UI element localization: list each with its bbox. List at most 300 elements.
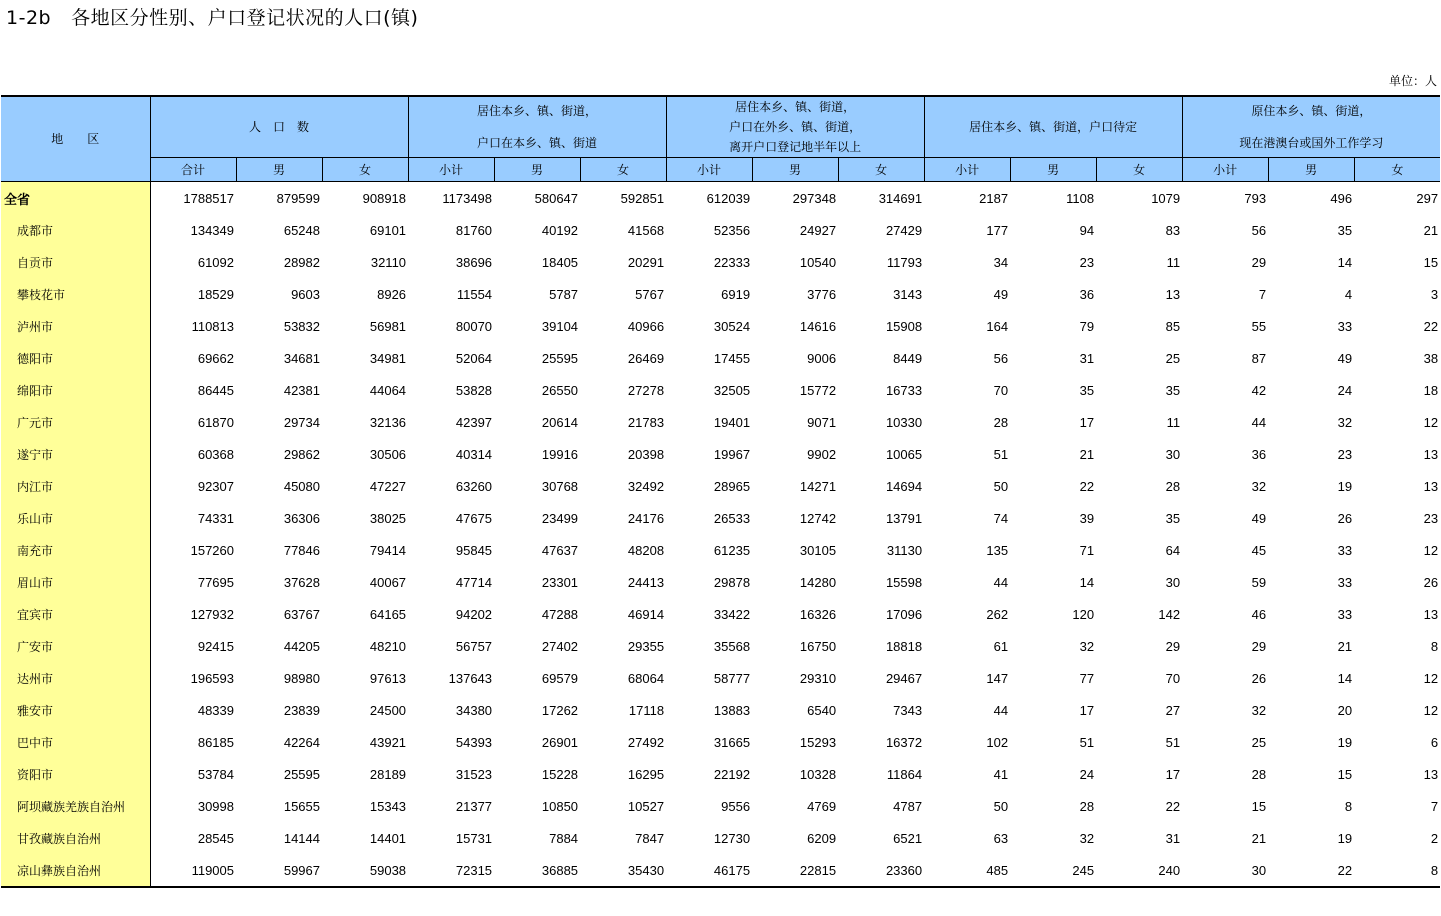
value-cell: 142: [1158, 606, 1181, 622]
value-cell: 69662: [197, 350, 234, 366]
value-cell: 26: [1337, 510, 1353, 526]
value-cell: 35568: [713, 638, 751, 654]
unit-label: 单位：人: [1388, 74, 1437, 88]
value-cell: 157260: [190, 542, 234, 558]
value-cell: 44: [993, 702, 1009, 718]
value-cell: 47714: [455, 574, 493, 590]
value-cell: 23301: [541, 574, 579, 590]
value-cell: 86185: [197, 734, 234, 750]
value-cell: 29467: [885, 670, 923, 686]
value-cell: 47637: [541, 542, 579, 558]
value-cell: 3143: [893, 286, 923, 302]
value-cell: 134349: [190, 222, 234, 238]
table-row: [1, 566, 1440, 598]
value-cell: 80070: [455, 318, 493, 334]
region-cell: 巴中市: [1, 726, 150, 758]
region-cell: 乐山市: [1, 502, 150, 534]
value-cell: 79: [1079, 318, 1095, 334]
value-cell: 42264: [283, 734, 320, 750]
value-cell: 20614: [541, 414, 579, 430]
value-cell: 16372: [885, 734, 923, 750]
value-cell: 245: [1010, 854, 1096, 887]
value-cell: 30768: [541, 478, 579, 494]
value-cell: 92415: [197, 638, 234, 654]
value-cell: 11: [1166, 254, 1181, 270]
group-label-line: 居住本乡、镇、街道，: [477, 104, 598, 118]
value-cell: 11: [1166, 414, 1181, 430]
population-table: [1, 95, 1440, 888]
value-cell: 56981: [369, 318, 407, 334]
header-group-pending-hukou: [924, 96, 1182, 158]
value-cell: 64165: [369, 606, 407, 622]
value-cell: 61092: [197, 254, 234, 270]
value-cell: 68064: [627, 670, 665, 686]
value-cell: 18: [1423, 382, 1439, 398]
value-cell: 37628: [283, 574, 320, 590]
value-cell: 94202: [455, 606, 493, 622]
table-row: [1, 406, 1440, 438]
group-label: 人 口 数: [249, 120, 310, 134]
table-row: [1, 470, 1440, 502]
value-cell: 29862: [283, 446, 320, 462]
value-cell: 15228: [541, 766, 579, 782]
value-cell: 27: [1165, 702, 1181, 718]
value-cell: 314691: [878, 190, 923, 206]
value-cell: 19967: [713, 446, 751, 462]
header-region: 地 区: [1, 96, 150, 182]
value-cell: 26: [1251, 670, 1267, 686]
value-cell: 12: [1423, 702, 1439, 718]
value-cell: 61870: [197, 414, 234, 430]
table-row: [1, 854, 1440, 887]
value-cell: 17262: [541, 702, 579, 718]
value-cell: 17: [1165, 766, 1181, 782]
value-cell: 27402: [541, 638, 579, 654]
region-cell: 广元市: [1, 406, 150, 438]
value-cell: 81760: [455, 222, 493, 238]
group-label-line: 离开户口登记地半年以上: [729, 140, 862, 154]
value-cell: 38696: [455, 254, 493, 270]
value-cell: 18818: [885, 638, 923, 654]
value-cell: 14144: [283, 830, 320, 846]
value-cell: 32: [1079, 638, 1095, 654]
value-cell: 22: [1165, 798, 1181, 814]
value-cell: 85: [1165, 318, 1181, 334]
region-cell: 德阳市: [1, 342, 150, 374]
value-cell: 22815: [752, 854, 838, 887]
group-label-line: 原住本乡、镇、街道，: [1251, 104, 1372, 118]
value-cell: 17096: [885, 606, 923, 622]
value-cell: 119005: [150, 854, 236, 887]
region-cell: 南充市: [1, 534, 150, 566]
value-cell: 40067: [369, 574, 407, 590]
value-cell: 9006: [807, 350, 837, 366]
value-cell: 51: [993, 446, 1009, 462]
region-cell: 阿坝藏族羌族自治州: [1, 790, 150, 822]
value-cell: 44205: [283, 638, 320, 654]
value-cell: 98980: [283, 670, 320, 686]
value-cell: 23360: [838, 854, 924, 887]
value-cell: 42381: [283, 382, 320, 398]
value-cell: 15731: [455, 830, 493, 846]
value-cell: 53784: [197, 766, 234, 782]
region-cell: 全省: [1, 182, 150, 215]
table-row: [1, 694, 1440, 726]
value-cell: 59967: [236, 854, 322, 887]
value-cell: 40192: [541, 222, 579, 238]
value-cell: 69101: [369, 222, 407, 238]
region-cell: 宜宾市: [1, 598, 150, 630]
value-cell: 21783: [627, 414, 665, 430]
value-cell: 30105: [799, 542, 837, 558]
value-cell: 26: [1423, 574, 1439, 590]
value-cell: 15293: [799, 734, 837, 750]
region-cell: 内江市: [1, 470, 150, 502]
sub-header-cell: 男: [752, 158, 838, 182]
sub-header-cell: 男: [1010, 158, 1096, 182]
value-cell: 35: [1165, 382, 1181, 398]
value-cell: 21377: [455, 798, 493, 814]
value-cell: 32: [1251, 478, 1267, 494]
value-cell: 5787: [549, 286, 579, 302]
value-cell: 26901: [541, 734, 579, 750]
value-cell: 8449: [893, 350, 923, 366]
region-cell: 凉山彝族自治州: [1, 854, 150, 887]
value-cell: 612039: [706, 190, 751, 206]
table-header: [1, 96, 1440, 182]
value-cell: 240: [1096, 854, 1182, 887]
value-cell: 70: [1165, 670, 1181, 686]
group-label-line: 现在港澳台或国外工作学习: [1239, 136, 1384, 150]
value-cell: 30: [1182, 854, 1268, 887]
sub-header-cell: 男: [236, 158, 322, 182]
value-cell: 46: [1251, 606, 1267, 622]
value-cell: 13: [1423, 446, 1439, 462]
value-cell: 7: [1430, 798, 1439, 814]
value-cell: 30: [1165, 446, 1181, 462]
value-cell: 8: [1430, 638, 1439, 654]
value-cell: 56: [993, 350, 1009, 366]
value-cell: 22192: [713, 766, 751, 782]
value-cell: 26533: [713, 510, 751, 526]
value-cell: 7: [1258, 286, 1267, 302]
value-cell: 87: [1251, 350, 1267, 366]
table-row: [1, 502, 1440, 534]
value-cell: 53832: [283, 318, 320, 334]
region-cell: 眉山市: [1, 566, 150, 598]
value-cell: 16326: [799, 606, 837, 622]
value-cell: 102: [986, 734, 1009, 750]
table-row: [1, 534, 1440, 566]
value-cell: 29: [1251, 254, 1267, 270]
value-cell: 14: [1337, 254, 1353, 270]
value-cell: 12742: [799, 510, 837, 526]
region-cell: 泸州市: [1, 310, 150, 342]
value-cell: 7343: [893, 702, 923, 718]
value-cell: 32136: [369, 414, 407, 430]
table-row: [1, 438, 1440, 470]
region-cell: 甘孜藏族自治州: [1, 822, 150, 854]
value-cell: 17455: [713, 350, 751, 366]
value-cell: 24: [1337, 382, 1353, 398]
value-cell: 17: [1079, 414, 1095, 430]
value-cell: 31: [1165, 830, 1181, 846]
value-cell: 27429: [885, 222, 923, 238]
value-cell: 77695: [197, 574, 234, 590]
value-cell: 70: [993, 382, 1009, 398]
value-cell: 14694: [885, 478, 923, 494]
value-cell: 19401: [713, 414, 751, 430]
sub-header-cell: 男: [494, 158, 580, 182]
value-cell: 49: [1337, 350, 1353, 366]
value-cell: 7847: [635, 830, 665, 846]
value-cell: 34: [993, 254, 1009, 270]
value-cell: 262: [986, 606, 1009, 622]
value-cell: 196593: [190, 670, 234, 686]
value-cell: 32: [1079, 830, 1095, 846]
value-cell: 1108: [1066, 190, 1095, 206]
value-cell: 63767: [283, 606, 320, 622]
value-cell: 33: [1337, 606, 1353, 622]
value-cell: 56757: [455, 638, 493, 654]
value-cell: 64: [1165, 542, 1181, 558]
value-cell: 25595: [283, 766, 320, 782]
value-cell: 22333: [713, 254, 751, 270]
value-cell: 36306: [283, 510, 320, 526]
value-cell: 29878: [713, 574, 751, 590]
value-cell: 48208: [627, 542, 665, 558]
value-cell: 35: [1079, 382, 1095, 398]
value-cell: 33: [1337, 542, 1353, 558]
value-cell: 31: [1079, 350, 1095, 366]
sub-header-cell: 女: [838, 158, 924, 182]
value-cell: 79414: [369, 542, 407, 558]
table-row: [1, 278, 1440, 310]
region-cell: 广安市: [1, 630, 150, 662]
value-cell: 29355: [627, 638, 665, 654]
value-cell: 127932: [190, 606, 234, 622]
table-row: [1, 790, 1440, 822]
value-cell: 3: [1430, 286, 1439, 302]
table-body: [1, 182, 1440, 888]
value-cell: 8: [1344, 798, 1353, 814]
value-cell: 908918: [362, 190, 407, 206]
value-cell: 23: [1337, 446, 1353, 462]
value-cell: 71: [1079, 542, 1095, 558]
value-cell: 24176: [627, 510, 665, 526]
value-cell: 2187: [979, 190, 1009, 206]
value-cell: 22: [1268, 854, 1354, 887]
value-cell: 10540: [799, 254, 837, 270]
value-cell: 177: [986, 222, 1009, 238]
value-cell: 51: [1165, 734, 1181, 750]
group-label-line: 户口在本乡、镇、街道: [477, 136, 598, 150]
value-cell: 61235: [713, 542, 751, 558]
value-cell: 43921: [369, 734, 407, 750]
value-cell: 14271: [799, 478, 837, 494]
value-cell: 29734: [283, 414, 320, 430]
value-cell: 12: [1423, 542, 1439, 558]
group-label-line: 户口在外乡、镇、街道，: [729, 120, 862, 134]
value-cell: 297: [1416, 190, 1439, 206]
group-label-line: 居住本乡、镇、街道，: [735, 100, 856, 114]
value-cell: 14401: [369, 830, 407, 846]
sub-header-cell: 女: [1096, 158, 1182, 182]
value-cell: 32: [1251, 702, 1267, 718]
value-cell: 164: [986, 318, 1009, 334]
value-cell: 30998: [197, 798, 234, 814]
header-group-abroad: [1182, 96, 1440, 158]
sub-header-cell: 合计: [150, 158, 236, 182]
table-row: [1, 758, 1440, 790]
value-cell: 793: [1244, 190, 1267, 206]
value-cell: 18405: [541, 254, 579, 270]
value-cell: 74331: [197, 510, 234, 526]
value-cell: 48339: [197, 702, 234, 718]
value-cell: 9556: [721, 798, 751, 814]
value-cell: 19: [1337, 478, 1353, 494]
value-cell: 21: [1337, 638, 1353, 654]
value-cell: 496: [1330, 190, 1353, 206]
value-cell: 16750: [799, 638, 837, 654]
value-cell: 15772: [799, 382, 837, 398]
value-cell: 44064: [369, 382, 407, 398]
value-cell: 33: [1337, 574, 1353, 590]
table-title: 各地区分性别、户口登记状况的人口(镇): [71, 7, 419, 29]
value-cell: 10850: [541, 798, 579, 814]
value-cell: 32492: [627, 478, 665, 494]
value-cell: 29: [1165, 638, 1181, 654]
sub-header-cell: 男: [1268, 158, 1354, 182]
value-cell: 110813: [191, 318, 234, 334]
value-cell: 4: [1344, 286, 1353, 302]
value-cell: 95845: [455, 542, 493, 558]
value-cell: 5767: [635, 286, 665, 302]
value-cell: 36885: [494, 854, 580, 887]
value-cell: 879599: [276, 190, 320, 206]
value-cell: 63260: [455, 478, 493, 494]
value-cell: 485: [924, 854, 1010, 887]
header-group-outside-hukou: [666, 96, 924, 158]
value-cell: 10330: [885, 414, 923, 430]
value-cell: 13: [1423, 766, 1439, 782]
value-cell: 97613: [369, 670, 407, 686]
region-cell: 绵阳市: [1, 374, 150, 406]
value-cell: 17118: [628, 702, 665, 718]
value-cell: 53828: [455, 382, 493, 398]
value-cell: 19: [1337, 830, 1353, 846]
value-cell: 42: [1251, 382, 1267, 398]
value-cell: 47288: [541, 606, 579, 622]
value-cell: 8926: [377, 286, 407, 302]
value-cell: 25: [1251, 734, 1267, 750]
value-cell: 13791: [885, 510, 923, 526]
value-cell: 39: [1079, 510, 1095, 526]
sub-header-cell: 小计: [408, 158, 494, 182]
value-cell: 52356: [713, 222, 751, 238]
sub-header-cell: 女: [1354, 158, 1440, 182]
value-cell: 39104: [541, 318, 579, 334]
value-cell: 14280: [799, 574, 837, 590]
value-cell: 32110: [370, 254, 407, 270]
value-cell: 1173498: [442, 190, 493, 206]
value-cell: 50: [993, 798, 1009, 814]
value-cell: 23499: [541, 510, 579, 526]
value-cell: 16295: [627, 766, 665, 782]
value-cell: 69579: [541, 670, 579, 686]
value-cell: 11554: [456, 286, 493, 302]
value-cell: 61: [993, 638, 1009, 654]
value-cell: 6: [1430, 734, 1439, 750]
value-cell: 33422: [713, 606, 751, 622]
value-cell: 29310: [799, 670, 837, 686]
value-cell: 10065: [885, 446, 923, 462]
value-cell: 11864: [886, 766, 923, 782]
value-cell: 13: [1423, 606, 1439, 622]
value-cell: 4769: [807, 798, 837, 814]
sub-header-cell: 小计: [666, 158, 752, 182]
value-cell: 74: [993, 510, 1009, 526]
value-cell: 86445: [197, 382, 234, 398]
table-row: [1, 598, 1440, 630]
value-cell: 54393: [455, 734, 493, 750]
value-cell: 10527: [627, 798, 665, 814]
value-cell: 60368: [197, 446, 234, 462]
region-cell: 雅安市: [1, 694, 150, 726]
value-cell: 28: [1165, 478, 1181, 494]
region-cell: 达州市: [1, 662, 150, 694]
value-cell: 24500: [369, 702, 407, 718]
value-cell: 30: [1165, 574, 1181, 590]
value-cell: 28: [1251, 766, 1267, 782]
value-cell: 28: [993, 414, 1009, 430]
value-cell: 51: [1079, 734, 1095, 750]
value-cell: 38025: [369, 510, 407, 526]
value-cell: 59: [1251, 574, 1267, 590]
table-row: [1, 630, 1440, 662]
value-cell: 30506: [369, 446, 407, 462]
group-label: 居住本乡、镇、街道，户口待定: [969, 120, 1138, 134]
table-row: [1, 310, 1440, 342]
value-cell: 44: [993, 574, 1009, 590]
region-cell: 攀枝花市: [1, 278, 150, 310]
value-cell: 47227: [369, 478, 407, 494]
value-cell: 58777: [713, 670, 751, 686]
value-cell: 135: [986, 542, 1009, 558]
value-cell: 34380: [455, 702, 493, 718]
value-cell: 45: [1251, 542, 1267, 558]
value-cell: 26550: [541, 382, 579, 398]
sub-header-cell: 小计: [924, 158, 1010, 182]
header-group-local-hukou: [408, 96, 666, 158]
value-cell: 46914: [627, 606, 665, 622]
value-cell: 23839: [283, 702, 320, 718]
region-cell: 自贡市: [1, 246, 150, 278]
table-row: [1, 214, 1440, 246]
value-cell: 6209: [807, 830, 837, 846]
value-cell: 41568: [627, 222, 665, 238]
value-cell: 83: [1165, 222, 1181, 238]
value-cell: 41: [993, 766, 1009, 782]
value-cell: 15655: [283, 798, 320, 814]
value-cell: 52064: [455, 350, 493, 366]
value-cell: 28982: [283, 254, 320, 270]
value-cell: 15: [1423, 254, 1439, 270]
value-cell: 27492: [627, 734, 665, 750]
value-cell: 14: [1079, 574, 1095, 590]
table-row: [1, 342, 1440, 374]
value-cell: 21: [1079, 446, 1095, 462]
